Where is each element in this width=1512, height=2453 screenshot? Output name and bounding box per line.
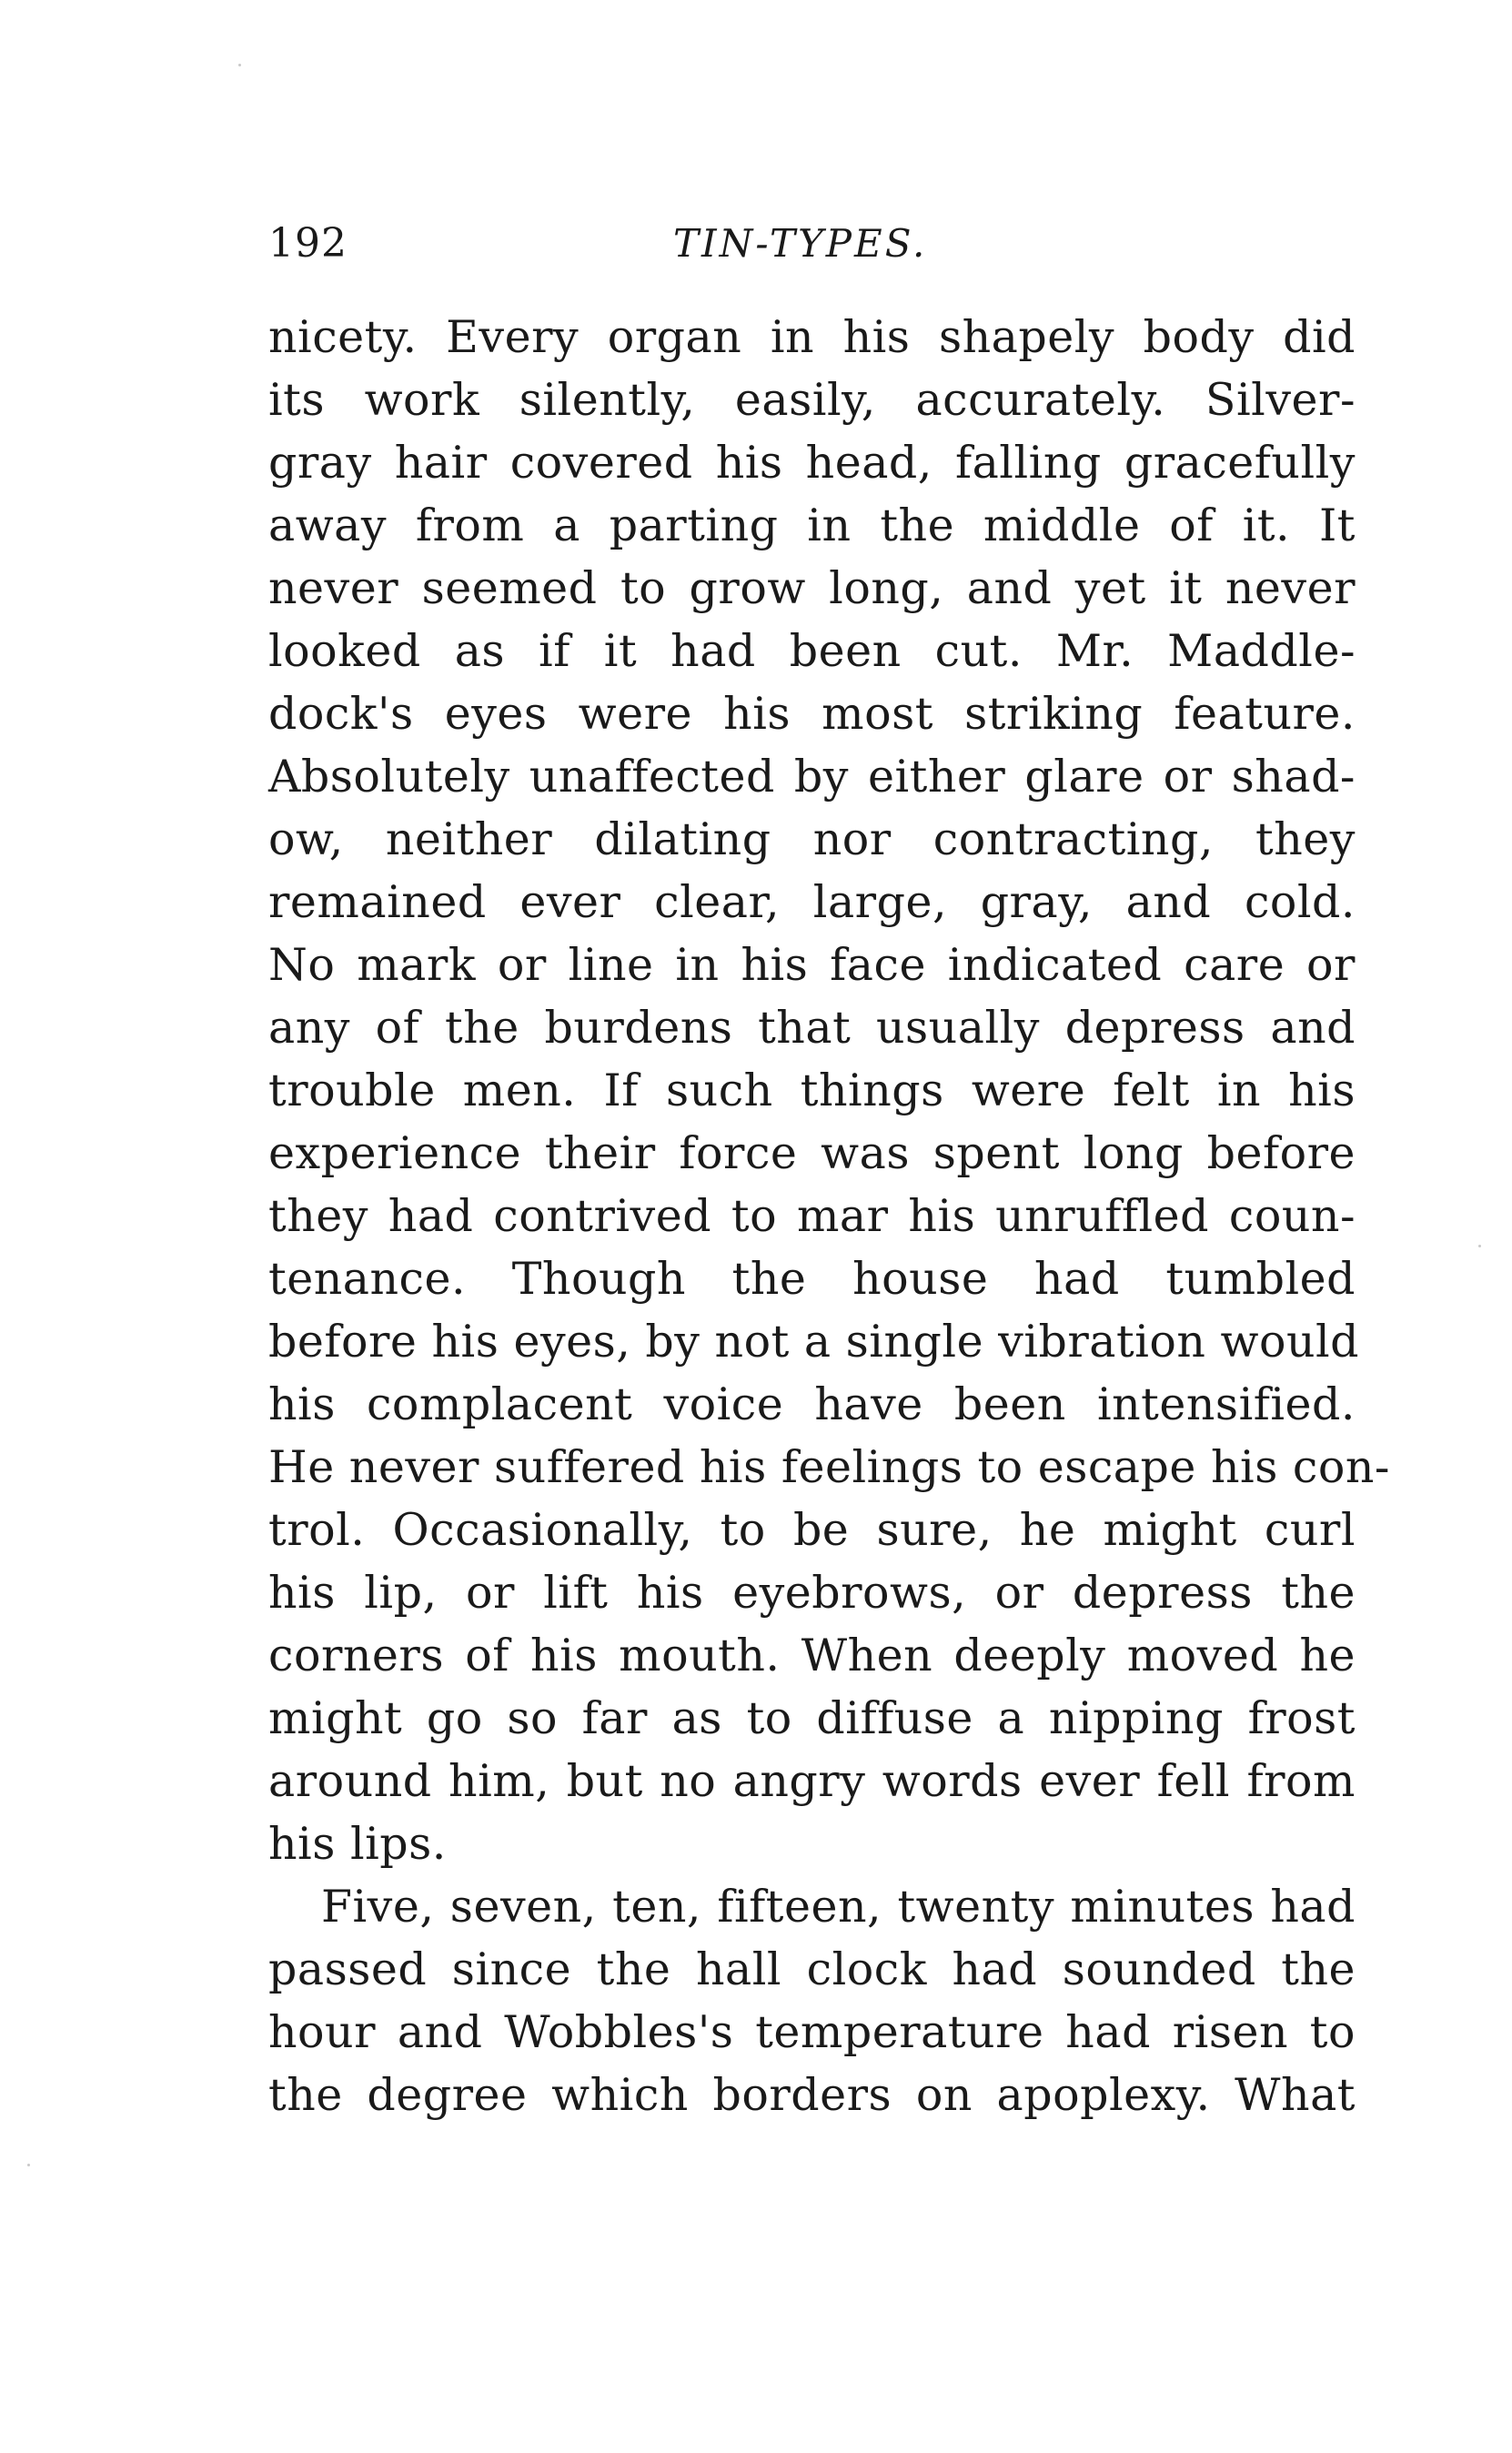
text-line: experience their force was spent long before <box>268 1127 1356 1179</box>
text-line: No mark or line in his face indicated care or <box>268 939 1356 991</box>
text-line: his complacent voice have been intensified. <box>268 1378 1356 1430</box>
text-line: never seemed to grow long, and yet it never <box>268 562 1356 614</box>
text-line: corners of his mouth. When deeply moved he <box>268 1630 1356 1681</box>
text-line: He never suffered his feelings to escape his con- <box>268 1441 1390 1493</box>
text-line: gray hair covered his head, falling gracefully <box>268 437 1356 489</box>
paragraph-end-line: his lips. <box>268 1818 447 1870</box>
text-line: passed since the hall clock had sounded the <box>268 1943 1356 1995</box>
body-text <box>268 306 1390 2126</box>
text-line: his lip, or lift his eyebrows, or depress the <box>268 1567 1356 1619</box>
text-line: away from a parting in the middle of it. It <box>268 500 1356 551</box>
running-title: TIN-TYPES. <box>673 221 928 266</box>
text-line: looked as if it had been cut. Mr. Maddle- <box>268 625 1356 677</box>
running-head <box>268 207 1360 280</box>
text-line: nicety. Every organ in his shapely body did <box>268 311 1356 363</box>
text-line: any of the burdens that usually depress and <box>268 1002 1356 1054</box>
text-line: Absolutely unaffected by either glare or shad- <box>268 751 1356 803</box>
text-line: hour and Wobbles's temperature had risen to <box>268 2006 1356 2058</box>
text-line: its work silently, easily, accurately. Silver- <box>268 374 1356 426</box>
paragraph-start-line: Five, seven, ten, fifteen, twenty minutes had <box>321 1881 1356 1933</box>
text-line: trouble men. If such things were felt in his <box>268 1065 1356 1116</box>
paper-speck <box>1478 1245 1481 1247</box>
text-line: tenance. Though the house had tumbled <box>268 1253 1356 1305</box>
paper-speck <box>238 64 241 66</box>
text-line: ow, neither dilating nor contracting, they <box>268 813 1356 865</box>
text-line: before his eyes, by not a single vibration would <box>268 1316 1360 1368</box>
page-number: 192 <box>268 220 348 267</box>
text-line: the degree which borders on apoplexy. What <box>268 2069 1356 2121</box>
text-line: dock's eyes were his most striking feature. <box>268 688 1356 740</box>
text-line: remained ever clear, large, gray, and cold. <box>268 876 1356 928</box>
text-line: might go so far as to diffuse a nipping frost <box>268 1692 1356 1744</box>
text-line: they had contrived to mar his unruffled coun- <box>268 1190 1356 1242</box>
paper-speck <box>27 2164 30 2166</box>
text-line: trol. Occasionally, to be sure, he might curl <box>268 1504 1356 1556</box>
text-line: around him, but no angry words ever fell from <box>268 1755 1356 1807</box>
